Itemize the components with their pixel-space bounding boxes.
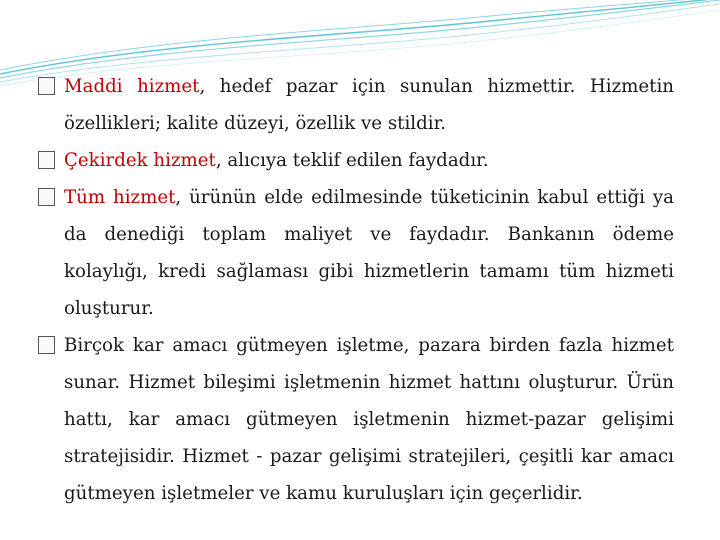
term-maddi-hizmet: Maddi hizmet <box>64 76 200 97</box>
box-bullet-icon <box>38 336 55 354</box>
bullet-text: , hedef pazar için sunulan hizmettir. Hizmetin özellikleri; kalite düzeyi, özellik ve stildir. <box>64 76 674 134</box>
bullet-tum-hizmet <box>38 179 674 327</box>
bullet-text: , ürünün elde edilmesinde tüketicinin kabul ettiği ya da denediği toplam maliyet ve faydadır. Bankanın ödeme kolaylığı, kredi sağlaması gibi hizmetlerin tamamı tüm hizmeti oluşturur. <box>64 187 674 319</box>
box-bullet-icon <box>38 151 55 169</box>
bullet-maddi-hizmet <box>38 68 674 142</box>
term-cekirdek-hizmet: Çekirdek hizmet <box>64 150 216 171</box>
bullet-hizmet-bilesimi <box>38 327 674 512</box>
bullet-text: , alıcıya teklif edilen faydadır. <box>215 150 489 171</box>
box-bullet-icon <box>38 77 55 95</box>
term-tum-hizmet: Tüm hizmet <box>64 187 176 208</box>
slide-body <box>38 68 674 512</box>
bullet-text: Birçok kar amacı gütmeyen işletme, pazara birden fazla hizmet sunar. Hizmet bileşimi işletmenin hizmet hattını oluşturur. Ürün hattı, kar amacı gütmeyen işletmenin hizmet-pazar gelişimi stratejisidir. Hizmet - pazar gelişimi stratejileri, çeşitli kar amacı gütmeyen işletmeler ve kamu kuruluşları için geçerlidir. <box>64 335 674 504</box>
box-bullet-icon <box>38 188 55 206</box>
bullet-cekirdek-hizmet <box>38 142 674 179</box>
